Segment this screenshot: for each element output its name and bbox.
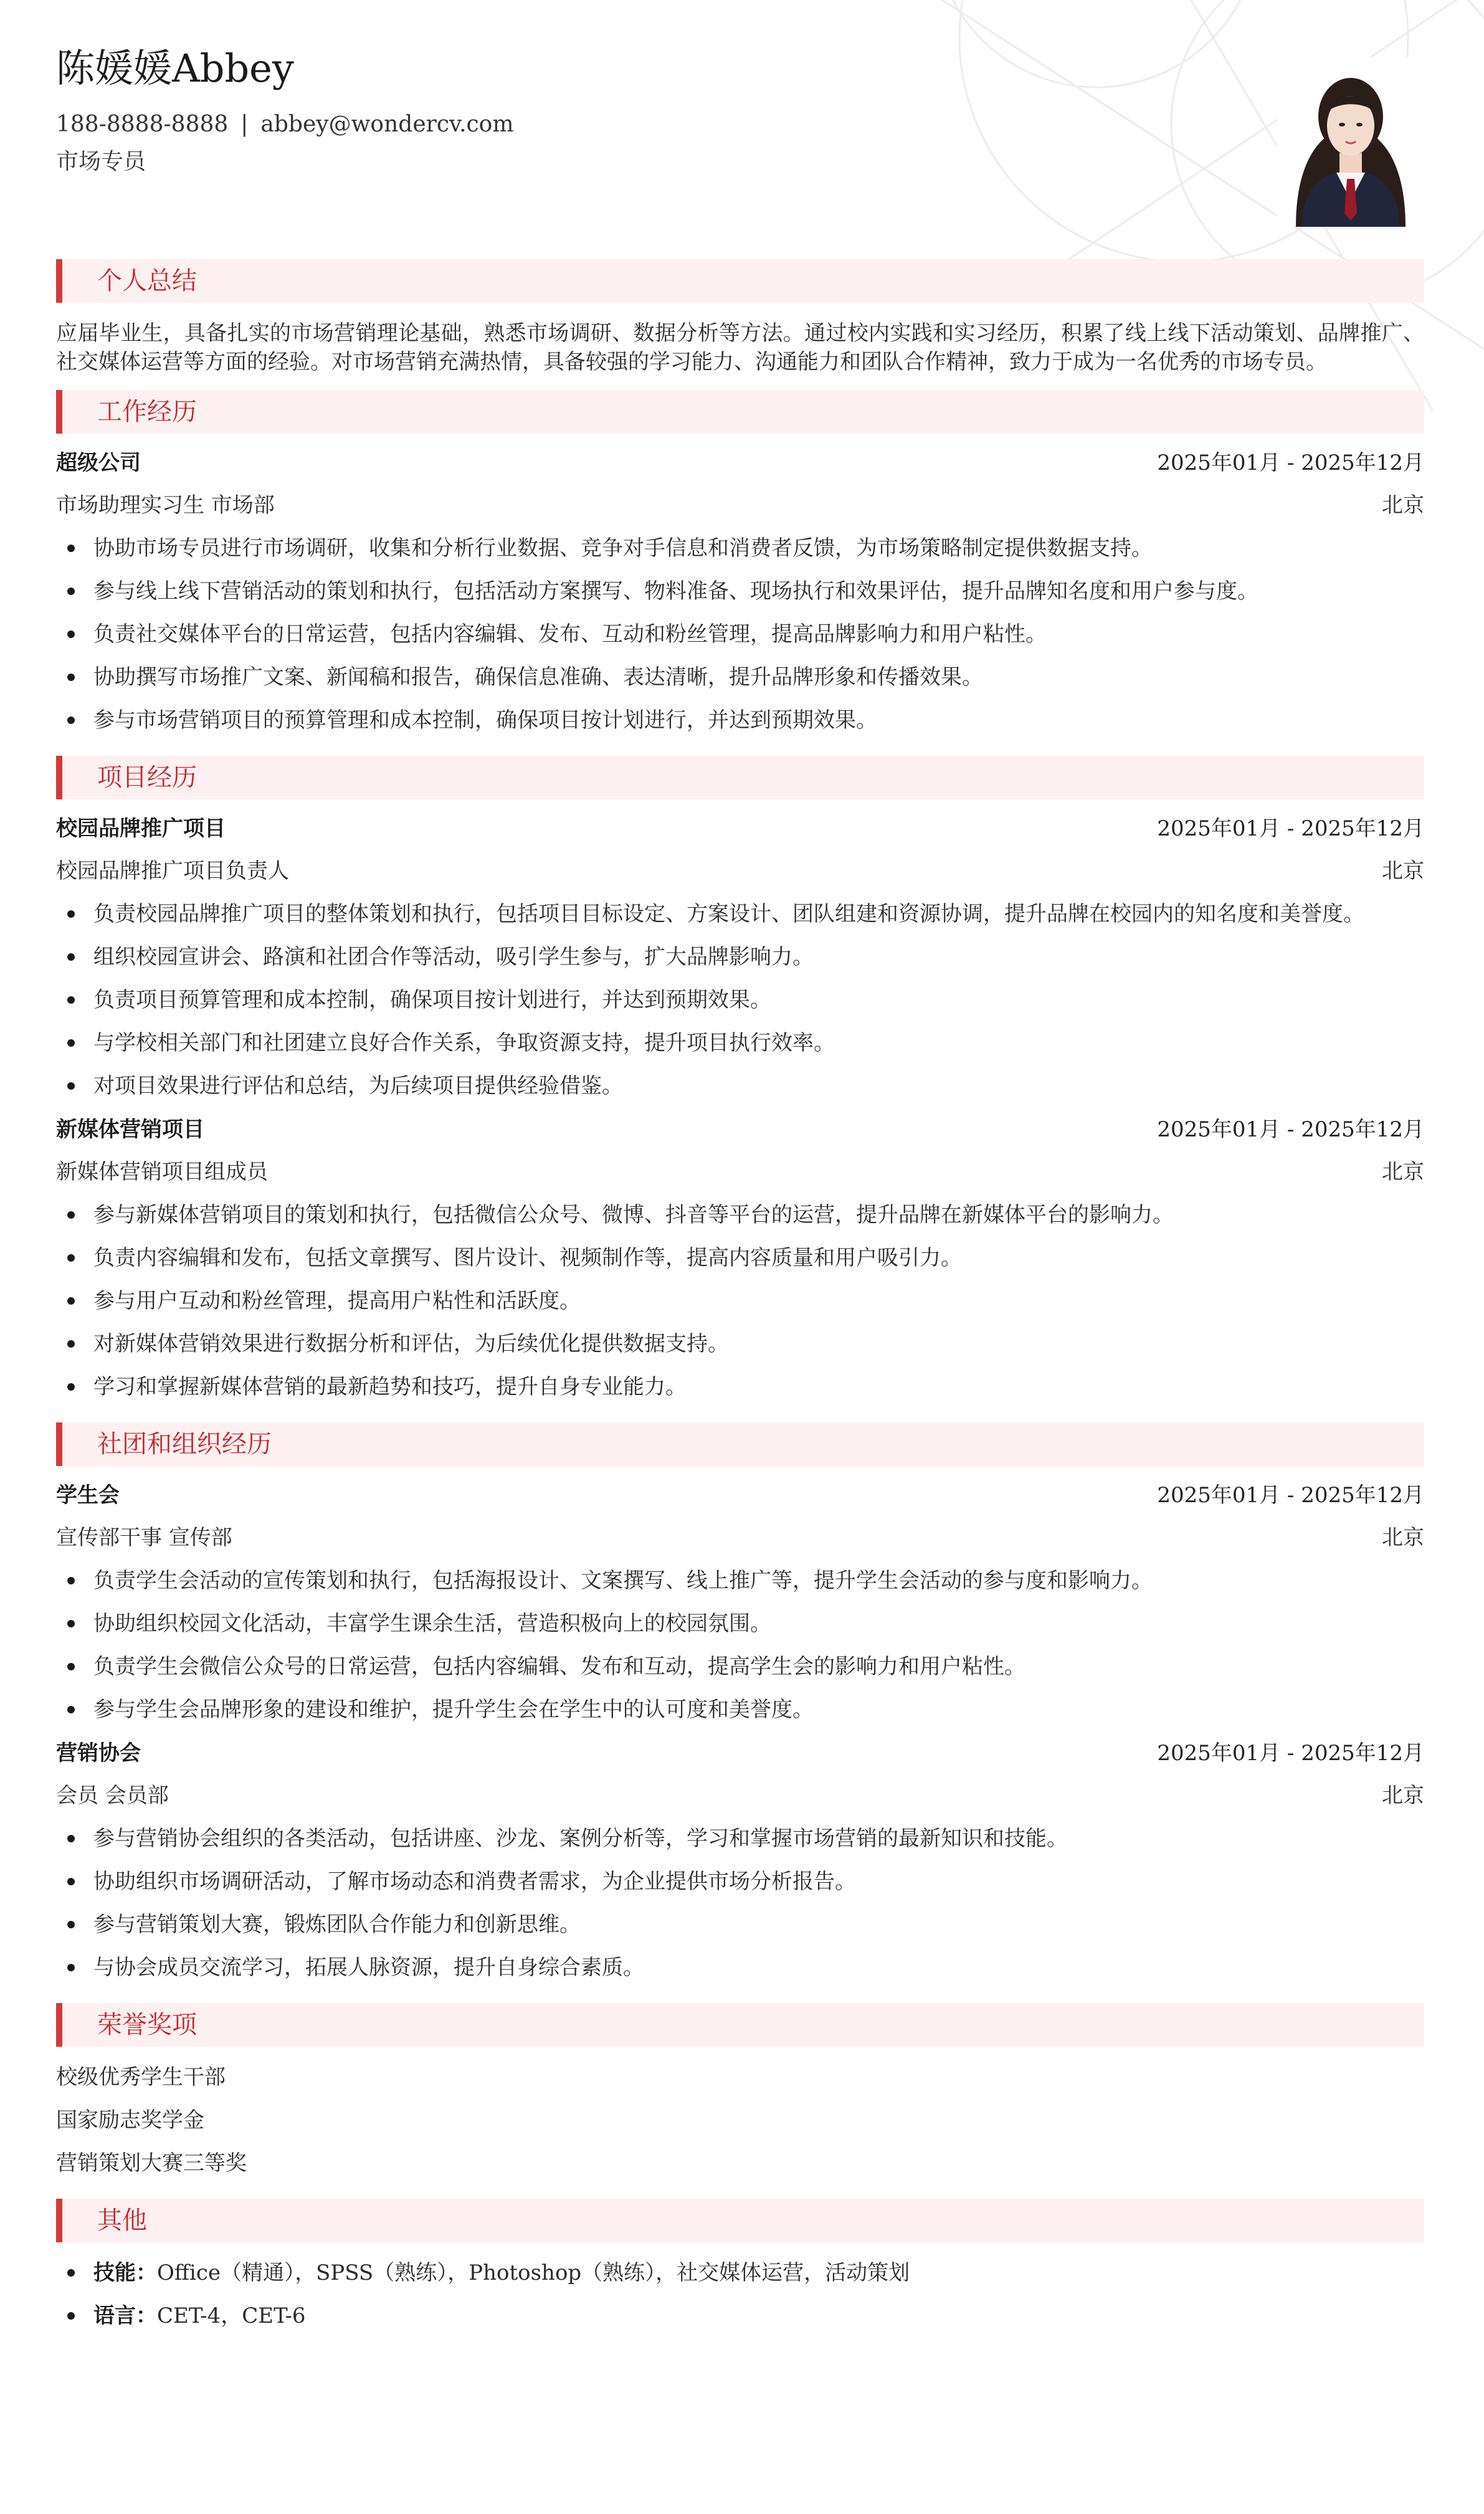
entry-bullets xyxy=(56,534,1424,735)
other-list xyxy=(56,2259,1424,2330)
list-item: 参与营销协会组织的各类活动，包括讲座、沙龙、案例分析等，学习和掌握市场营销的最新知识和技能。 xyxy=(56,1824,1424,1853)
entry-bullets xyxy=(56,900,1424,1100)
list-item: 协助撰写市场推广文案、新闻稿和报告，确保信息准确、表达清晰，提升品牌形象和传播效果。 xyxy=(56,663,1424,692)
list-item: 参与市场营销项目的预算管理和成本控制，确保项目按计划进行，并达到预期效果。 xyxy=(56,706,1424,735)
languages-value: CET-4，CET-6 xyxy=(157,2303,306,2328)
section-title-projects xyxy=(56,756,1424,799)
section-title-text: 项目经历 xyxy=(97,763,197,792)
entry-date: 2025年01月 - 2025年12月 xyxy=(1157,1483,1424,1508)
honor-item: 营销策划大赛三等奖 xyxy=(56,2151,247,2176)
section-title-text: 个人总结 xyxy=(97,267,197,295)
honor-item: 国家励志奖学金 xyxy=(56,2108,204,2133)
honor-item: 校级优秀学生干部 xyxy=(56,2065,226,2090)
list-item: 对项目效果进行评估和总结，为后续项目提供经验借鉴。 xyxy=(56,1072,1424,1100)
list-item: 组织校园宣讲会、路演和社团合作等活动，吸引学生参与，扩大品牌影响力。 xyxy=(56,943,1424,971)
list-item: 协助组织市场调研活动，了解市场动态和消费者需求，为企业提供市场分析报告。 xyxy=(56,1867,1424,1896)
portrait-photo-icon xyxy=(1277,57,1424,227)
entry-header xyxy=(56,1115,1424,1144)
entry-bullets xyxy=(56,1566,1424,1724)
entry-position: 新媒体营销项目组成员 xyxy=(56,1159,268,1184)
candidate-name: 陈媛媛Abbey xyxy=(56,45,294,91)
entry-organization: 营销协会 xyxy=(56,1741,141,1766)
list-item: 参与用户互动和粉丝管理，提高用户粘性和活跃度。 xyxy=(56,1287,1424,1315)
project-entry xyxy=(56,814,1424,1100)
entry-subheader xyxy=(56,1781,1424,1810)
entry-organization: 超级公司 xyxy=(56,450,141,475)
entry-bullets xyxy=(56,1824,1424,1982)
skills-item xyxy=(56,2259,1424,2287)
list-item: 负责学生会活动的宣传策划和执行，包括海报设计、文案撰写、线上推广等，提升学生会活动的参与度和影响力。 xyxy=(56,1566,1424,1595)
entry-position: 市场助理实习生 市场部 xyxy=(56,493,275,518)
email-address: abbey@wondercv.com xyxy=(260,112,514,137)
club-entry xyxy=(56,1481,1424,1724)
list-item: 负责项目预算管理和成本控制，确保项目按计划进行，并达到预期效果。 xyxy=(56,986,1424,1014)
list-item: 协助市场专员进行市场调研，收集和分析行业数据、竞争对手信息和消费者反馈，为市场策略制定提供数据支持。 xyxy=(56,534,1424,563)
section-title-clubs xyxy=(56,1422,1424,1466)
entry-organization: 学生会 xyxy=(56,1483,120,1508)
list-item: 协助组织校园文化活动，丰富学生课余生活，营造积极向上的校园氛围。 xyxy=(56,1609,1424,1638)
section-title-honors xyxy=(56,2003,1424,2047)
entry-position: 校园品牌推广项目负责人 xyxy=(56,859,289,883)
list-item: 参与营销策划大赛，锻炼团队合作能力和创新思维。 xyxy=(56,1910,1424,1939)
section-title-text: 社团和组织经历 xyxy=(97,1430,272,1459)
entry-date: 2025年01月 - 2025年12月 xyxy=(1157,450,1424,475)
list-item: 与学校相关部门和社团建立良好合作关系，争取资源支持，提升项目执行效率。 xyxy=(56,1029,1424,1057)
work-entry xyxy=(56,449,1424,735)
target-role: 市场专员 xyxy=(56,149,146,174)
project-entry xyxy=(56,1115,1424,1401)
entry-header xyxy=(56,814,1424,843)
list-item: 参与学生会品牌形象的建设和维护，提升学生会在学生中的认可度和美誉度。 xyxy=(56,1695,1424,1724)
section-title-other xyxy=(56,2199,1424,2242)
entry-position: 宣传部干事 宣传部 xyxy=(56,1525,232,1550)
entry-organization: 校园品牌推广项目 xyxy=(56,816,226,841)
section-title-text: 其他 xyxy=(97,2206,147,2235)
club-entry xyxy=(56,1739,1424,1982)
entry-bullets xyxy=(56,1201,1424,1401)
list-item: 参与新媒体营销项目的策划和执行，包括微信公众号、微博、抖音等平台的运营，提升品牌在新媒体平台的影响力。 xyxy=(56,1201,1424,1229)
entry-date: 2025年01月 - 2025年12月 xyxy=(1157,816,1424,841)
entry-subheader xyxy=(56,1158,1424,1186)
list-item: 负责校园品牌推广项目的整体策划和执行，包括项目目标设定、方案设计、团队组建和资源协调，提升品牌在校园内的知名度和美誉度。 xyxy=(56,900,1424,928)
list-item: 参与线上线下营销活动的策划和执行，包括活动方案撰写、物料准备、现场执行和效果评估，提升品牌知名度和用户参与度。 xyxy=(56,577,1424,606)
entry-location: 北京 xyxy=(1382,1159,1424,1184)
section-title-text: 工作经历 xyxy=(97,398,197,426)
entry-location: 北京 xyxy=(1382,1525,1424,1550)
section-title-text: 荣誉奖项 xyxy=(97,2011,197,2039)
entry-location: 北京 xyxy=(1382,1783,1424,1808)
entry-position: 会员 会员部 xyxy=(56,1783,169,1808)
contact-separator: | xyxy=(240,112,249,137)
resume-page xyxy=(56,0,1424,2330)
entry-header xyxy=(56,1481,1424,1510)
entry-subheader xyxy=(56,491,1424,520)
list-item: 与协会成员交流学习，拓展人脉资源，提升自身综合素质。 xyxy=(56,1953,1424,1982)
profile-photo xyxy=(1277,57,1424,227)
section-title-summary xyxy=(56,259,1424,303)
section-title-work xyxy=(56,390,1424,434)
skills-label: 技能： xyxy=(93,2260,157,2285)
phone-number: 188-8888-8888 xyxy=(56,112,229,137)
resume-header xyxy=(56,0,1424,237)
entry-location: 北京 xyxy=(1382,493,1424,518)
list-item: 负责学生会微信公众号的日常运营，包括内容编辑、发布和互动，提高学生会的影响力和用户粘性。 xyxy=(56,1652,1424,1681)
list-item: 对新媒体营销效果进行数据分析和评估，为后续优化提供数据支持。 xyxy=(56,1330,1424,1358)
entry-header xyxy=(56,1739,1424,1768)
list-item: 负责社交媒体平台的日常运营，包括内容编辑、发布、互动和粉丝管理，提高品牌影响力和用户粘性。 xyxy=(56,620,1424,649)
entry-subheader xyxy=(56,1523,1424,1552)
entry-subheader xyxy=(56,857,1424,885)
languages-label: 语言： xyxy=(93,2303,157,2328)
list-item: 学习和掌握新媒体营销的最新趋势和技巧，提升自身专业能力。 xyxy=(56,1373,1424,1401)
list-item: 负责内容编辑和发布，包括文章撰写、图片设计、视频制作等，提高内容质量和用户吸引力。 xyxy=(56,1244,1424,1272)
entry-organization: 新媒体营销项目 xyxy=(56,1117,204,1142)
entry-header xyxy=(56,449,1424,477)
summary-text: 应届毕业生，具备扎实的市场营销理论基础，熟悉市场调研、数据分析等方法。通过校内实践和实习经历，积累了线上线下活动策划、品牌推广、社交媒体运营等方面的经验。对市场营销充满热情，具备较强的学习能力、沟通能力和团队合作精神，致力于成为一名优秀的市场专员。 xyxy=(56,321,1424,374)
entry-date: 2025年01月 - 2025年12月 xyxy=(1157,1117,1424,1142)
entry-location: 北京 xyxy=(1382,859,1424,883)
skills-value: Office（精通），SPSS（熟练），Photoshop（熟练），社交媒体运营，活动策划 xyxy=(157,2260,910,2285)
languages-item xyxy=(56,2302,1424,2330)
entry-date: 2025年01月 - 2025年12月 xyxy=(1157,1741,1424,1766)
contact-line xyxy=(56,110,514,140)
